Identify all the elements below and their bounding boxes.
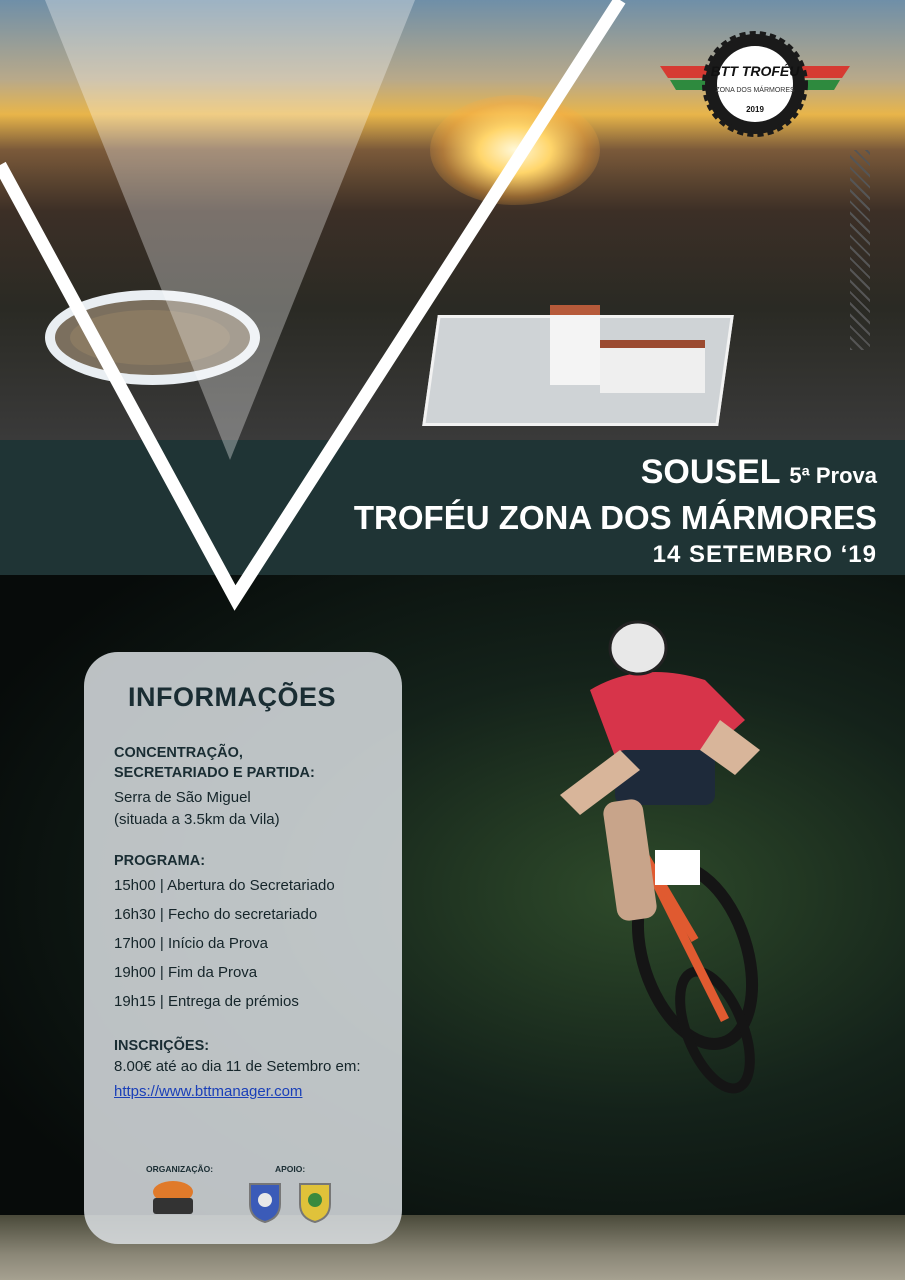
location-distance: (situada a 3.5km da Vila)	[114, 811, 280, 828]
location-name: Serra de São Miguel	[114, 789, 251, 806]
organizer-logo	[148, 1178, 198, 1218]
programa-heading: PROGRAMA:	[114, 853, 206, 869]
info-panel	[84, 652, 402, 1244]
inscricoes-section	[114, 1036, 380, 1106]
program-item: 15h00 | Abertura do Secretariado	[114, 877, 335, 894]
sponsor-logos	[84, 1160, 402, 1230]
mountain-biker-photo	[520, 600, 790, 1100]
organizacao-label: ORGANIZAÇÃO:	[146, 1164, 214, 1174]
program-item: 19h00 | Fim da Prova	[114, 964, 258, 981]
btt-trofeu-logo	[660, 30, 850, 140]
event-title	[354, 452, 877, 570]
apoio-label: APOIO:	[275, 1164, 306, 1174]
inscricoes-price: 8.00€ até ao dia 11 de Setembro em:	[114, 1058, 361, 1075]
concentracao-heading-line2: SECRETARIADO E PARTIDA:	[114, 765, 315, 781]
event-name: TROFÉU ZONA DOS MÁRMORES	[353, 499, 877, 536]
concentracao-heading-line1: CONCENTRAÇÃO,	[114, 745, 243, 761]
concentracao-section	[114, 743, 380, 831]
town-name: SOUSEL	[640, 453, 780, 491]
logo-year: 2019	[746, 105, 764, 114]
inscricoes-heading: INSCRIÇÕES:	[114, 1038, 210, 1054]
prova-number: 5ª Prova	[789, 463, 877, 488]
event-date: 14 SETEMBRO ‘19	[652, 541, 877, 568]
info-heading: INFORMAÇÕES	[128, 682, 336, 712]
program-item: 17h00 | Início da Prova	[114, 935, 268, 952]
logo-subtitle: ZONA DOS MÁRMORES	[715, 87, 795, 94]
program-item: 16h30 | Fecho do secretariado	[114, 906, 318, 923]
parish-crest-logo	[294, 1178, 336, 1224]
programa-section	[114, 851, 380, 1016]
v-translucent-triangle	[45, 0, 415, 460]
logo-title: BTT TROFÉU	[710, 63, 800, 79]
municipality-crest-logo	[244, 1178, 286, 1224]
title-line-town	[354, 452, 877, 496]
program-item: 19h15 | Entrega de prémios	[114, 993, 299, 1010]
registration-link[interactable]: https://www.bttmanager.com	[114, 1083, 303, 1100]
